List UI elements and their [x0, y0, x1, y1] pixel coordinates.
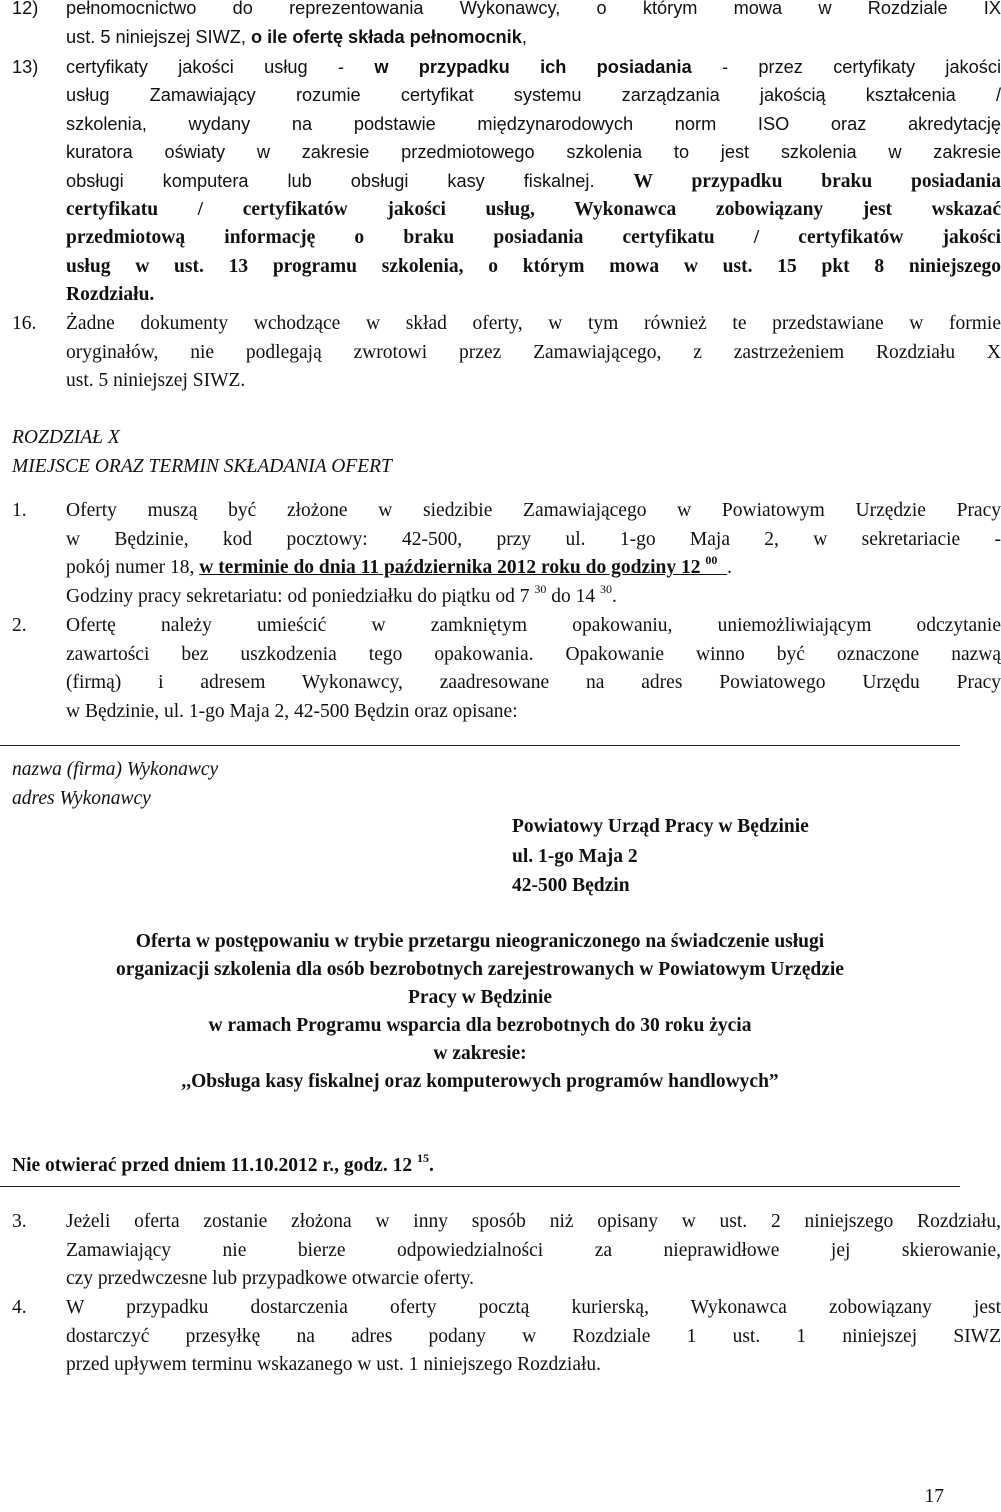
text-line: czy przedwczesne lub przypadkowe otwarcie oferty.	[66, 1268, 475, 1290]
text-line: oryginałów, nie podlegają zwrotowi przez Zamawiającego, z zastrzeżeniem Rozdziału X	[66, 341, 1001, 363]
offer-subject: ,,Obsługa kasy fiskalnej oraz komputerowych programów handlowych”	[181, 1071, 779, 1092]
text-line: Jeżeli oferta zostanie złożona w inny sposób niż opisany w ust. 2 niniejszego Rozdziału,	[66, 1211, 1001, 1232]
text-span: - przez certyfikaty jakości	[691, 57, 1001, 77]
text-span: .	[612, 585, 617, 607]
text-span: Godziny pracy sekretariatu: od poniedziałku do piątku od 7	[66, 585, 530, 607]
list-item-3	[12, 1208, 1001, 1294]
text-line: przedmiotową informację o braku posiadania certyfikatu / certyfikatów jakości	[66, 227, 1001, 249]
text-line: dostarczyć przesyłkę na adres podany w Rozdziale 1 ust. 1 niniejszej SIWZ	[66, 1325, 1001, 1347]
text-span: do 14	[546, 585, 596, 607]
text-line	[66, 53, 1001, 81]
text-line: pełnomocnictwo do reprezentowania Wykonawcy, o którym mowa w Rozdziale IX	[66, 0, 1001, 18]
text-line: zawartości bez uszkodzenia tego opakowania. Opakowanie winno być oznaczone nazwą	[66, 643, 1001, 665]
offer-line: organizacji szkolenia dla osób bezrobotnych zarejestrowanych w Powiatowym Urzędzie	[116, 959, 844, 980]
recipient-name: Powiatowy Urząd Pracy w Będzinie	[512, 816, 809, 837]
bold-text: W przypadku braku posiadania	[633, 170, 1001, 192]
offer-line: w zakresie:	[433, 1043, 527, 1064]
text-line: Zamawiający nie bierze odpowiedzialności za nieprawidłowe jej skierowanie,	[66, 1239, 1001, 1261]
sender-name: nazwa (firma) Wykonawcy	[12, 759, 219, 780]
text-span: ust. 5 niniejszej SIWZ,	[66, 26, 251, 47]
text-span: pokój numer 18,	[66, 557, 200, 579]
text-line: usług w ust. 13 programu szkolenia, o którym mowa w ust. 15 pkt 8 niniejszego	[66, 255, 1001, 277]
superscript: 00	[705, 553, 718, 568]
text-line	[66, 583, 1001, 612]
text-line: w Będzinie, kod pocztowy: 42-500, przy ul. 1-go Maja 2, w sekretariacie -	[66, 528, 1001, 550]
text-line: Oferty muszą być złożone w siedzibie Zamawiającego w Powiatowym Urzędzie Pracy	[66, 500, 1001, 521]
chapter-heading	[12, 424, 392, 481]
list-item-2	[12, 612, 1001, 726]
sender-address: adres Wykonawcy	[12, 788, 151, 809]
recipient-street: ul. 1-go Maja 2	[512, 846, 638, 867]
text-line: certyfikatu / certyfikatów jakości usług, Wykonawca zobowiązany jest wskazać	[66, 199, 1001, 221]
text-line: ust. 5 niniejszej SIWZ.	[66, 370, 246, 392]
offer-line: Oferta w postępowaniu w trybie przetargu nieograniczonego na świadczenie usługi	[135, 931, 825, 952]
list-item-12	[12, 0, 1001, 51]
text-line: (firmą) i adresem Wykonawcy, zaadresowane na adres Powiatowego Urzędu Pracy	[66, 672, 1001, 694]
text-line: Ofertę należy umieścić w zamkniętym opakowaniu, uniemożliwiającym odczytanie	[66, 615, 1001, 636]
page-number: 17	[924, 1486, 944, 1507]
text-line	[66, 23, 1001, 52]
superscript: 15	[416, 1151, 429, 1165]
text-line: szkolenia, wydany na podstawie międzynarodowych norm ISO oraz akredytację	[66, 113, 1001, 134]
list-item-16	[12, 310, 1001, 396]
list-number: 16.	[12, 313, 37, 334]
text-span: certyfikaty jakości usług -	[66, 57, 375, 77]
offer-line: w ramach Programu wsparcia dla bezrobotnych do 30 roku życia	[208, 1015, 752, 1036]
list-item-4	[12, 1294, 1001, 1380]
bold-text: o ile ofertę składa pełnomocnik	[250, 26, 522, 47]
text-line: usług Zamawiający rozumie certyfikat systemu zarządzania jakością kształcenia /	[66, 85, 1001, 106]
superscript: 30	[600, 581, 613, 596]
text-span: Nie otwierać przed dniem 11.10.2012 r., godz. 12	[12, 1155, 413, 1176]
list-number: 13)	[12, 57, 39, 77]
text-span: obsługi komputera lub obsługi kasy fiskalnej.	[66, 170, 634, 191]
list-number: 4.	[12, 1297, 27, 1318]
superscript: 30	[534, 581, 547, 596]
deadline-text	[199, 553, 727, 579]
text-line	[66, 554, 1001, 583]
text-line	[66, 167, 1001, 196]
text-span: .	[727, 557, 733, 579]
text-line: w Będzinie, ul. 1-go Maja 2, 42-500 Będzin oraz opisane:	[66, 700, 518, 722]
list-number: 3.	[12, 1211, 27, 1232]
text-span: .	[428, 1155, 434, 1176]
text-line: W przypadku dostarczenia oferty pocztą kurierską, Wykonawca zobowiązany jest	[66, 1297, 1001, 1318]
chapter-title: ROZDZIAŁ X	[12, 427, 120, 448]
offer-line: Pracy w Będzinie	[407, 987, 553, 1008]
list-number: 2.	[12, 615, 27, 636]
envelope-label-box	[0, 745, 960, 1187]
text-span: w terminie do dnia 11 października 2012 roku do godziny 12	[199, 557, 701, 579]
text-span: ,	[521, 26, 527, 47]
recipient-city: 42-500 Będzin	[512, 875, 630, 896]
list-item-1	[12, 497, 1001, 611]
list-number: 12)	[12, 0, 39, 18]
list-item-13	[12, 53, 1001, 310]
text-line: przed upływem terminu wskazanego w ust. 1 niniejszego Rozdziału.	[66, 1354, 602, 1376]
chapter-subtitle: MIEJSCE ORAZ TERMIN SKŁADANIA OFERT	[12, 455, 392, 477]
bold-text: w przypadku ich posiadania	[374, 57, 692, 77]
text-line: Żadne dokumenty wchodzące w skład oferty, w tym również te przedstawiane w formie	[66, 313, 1001, 334]
text-line: kuratora oświaty w zakresie przedmiotowego szkolenia to jest szkolenia w zakresie	[66, 142, 1001, 163]
text-line: Rozdziału.	[66, 284, 155, 306]
do-not-open-notice	[12, 1152, 434, 1181]
list-number: 1.	[12, 500, 27, 521]
